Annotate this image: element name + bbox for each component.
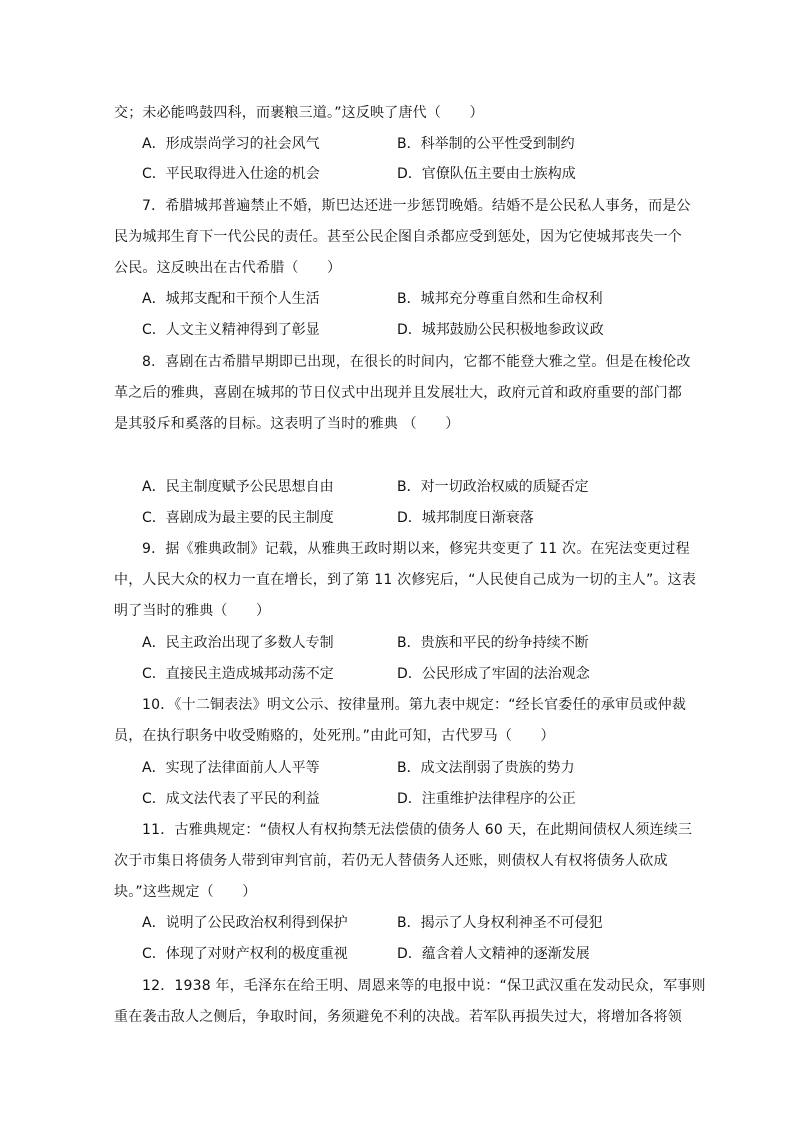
q7-option-b: B．城邦充分尊重自然和生命权利 xyxy=(397,291,603,307)
q6-option-d: D．官僚队伍主要由士族构成 xyxy=(397,166,576,182)
q8-option-d: D．城邦制度日渐衰落 xyxy=(397,510,534,526)
q7-option-c: C．人文主义精神得到了彰显 xyxy=(142,322,320,338)
q11-option-b: B．揭示了人身权利神圣不可侵犯 xyxy=(397,915,603,931)
q10-option-d: D．注重维护法律程序的公正 xyxy=(397,791,576,807)
q8-stem-line: 是其驳斥和奚落的目标。这表明了当时的雅典 （ ） xyxy=(114,416,460,432)
q11-option-c: C．体现了对财产权利的极度重视 xyxy=(142,946,348,962)
q9-stem-line: 明了当时的雅典（ ） xyxy=(114,603,271,619)
q11-option-a: A．说明了公民政治权利得到保护 xyxy=(142,915,348,931)
q7-stem-line: 民为城邦生育下一代公民的责任。甚至公民企图自杀都应受到惩处，因为它使城邦丧失一个 xyxy=(114,229,682,245)
q9-stem-line: 中，人民大众的权力一直在增长，到了第 11 次修宪后，“人民使自己成为一切的主人”。这表 xyxy=(114,572,697,588)
q12-stem-line: 12．1938 年，毛泽东在给王明、周恩来等的电报中说：“保卫武汉重在发动民众，军事则 xyxy=(142,978,706,994)
q11-stem-line: 块。”这些规定（ ） xyxy=(114,884,257,900)
q10-stem-line: 10．《十二铜表法》明文公示、按律量刑。第九表中规定：“经长官委任的承审员或仲裁 xyxy=(142,697,687,713)
q7-stem-line: 7．希腊城邦普遍禁止不婚，斯巴达还进一步惩罚晚婚。结婚不是公民私人事务，而是公 xyxy=(142,198,691,214)
q9-option-c: C．直接民主造成城邦动荡不定 xyxy=(142,666,334,682)
q10-stem-line: 员，在执行职务中收受贿赂的，处死刑。”由此可知，古代罗马（ ） xyxy=(114,728,555,744)
q12-stem-line: 重在袭击敌人之侧后，争取时间，务须避免不利的决战。若军队再损失过大，将增加各将领 xyxy=(114,1009,682,1025)
q10-option-c: C．成文法代表了平民的利益 xyxy=(142,791,320,807)
q8-option-a: A．民主制度赋予公民思想自由 xyxy=(142,479,334,495)
q8-stem-line: 8．喜剧在古希腊早期即已出现，在很长的时间内，它都不能登大雅之堂。但是在梭伦改 xyxy=(142,354,691,370)
q7-option-a: A．城邦支配和干预个人生活 xyxy=(142,291,320,307)
q11-option-d: D．蕴含着人文精神的逐渐发展 xyxy=(397,946,590,962)
q8-option-c: C．喜剧成为最主要的民主制度 xyxy=(142,510,334,526)
q10-option-a: A．实现了法律面前人人平等 xyxy=(142,760,320,776)
q9-option-b: B．贵族和平民的纷争持续不断 xyxy=(397,635,589,651)
q11-stem-line: 11．古雅典规定：“债权人有权拘禁无法偿债的债务人 60 天，在此期间债权人须连续三 xyxy=(142,822,693,838)
q6-option-c: C．平民取得进入仕途的机会 xyxy=(142,166,320,182)
q7-stem-line: 公民。这反映出在古代希腊（ ） xyxy=(114,260,342,276)
q9-option-a: A．民主政治出现了多数人专制 xyxy=(142,635,334,651)
q9-option-d: D．公民形成了牢固的法治观念 xyxy=(397,666,590,682)
q7-option-d: D．城邦鼓励公民积极地参政议政 xyxy=(397,322,604,338)
q10-option-b: B．成文法削弱了贵族的势力 xyxy=(397,760,575,776)
q8-stem-line: 革之后的雅典，喜剧在城邦的节日仪式中出现并且发展壮大，政府元首和政府重要的部门都 xyxy=(114,385,682,401)
q6-option-a: A．形成崇尚学习的社会风气 xyxy=(142,136,320,152)
q8-option-b: B．对一切政治权威的质疑否定 xyxy=(397,479,589,495)
q11-stem-line: 次于市集日将债务人带到审判官前，若仍无人替债务人还账，则债权人有权将债务人砍成 xyxy=(114,853,668,869)
q9-stem-line: 9．据《雅典政制》记载，从雅典王政时期以来，修宪共变更了 11 次。在宪法变更过程 xyxy=(142,541,690,557)
q6-option-b: B．科举制的公平性受到制约 xyxy=(397,136,575,152)
q6-stem-tail: 交；未必能鸣鼓四科，而裹粮三道。”这反映了唐代（ ） xyxy=(114,105,484,121)
